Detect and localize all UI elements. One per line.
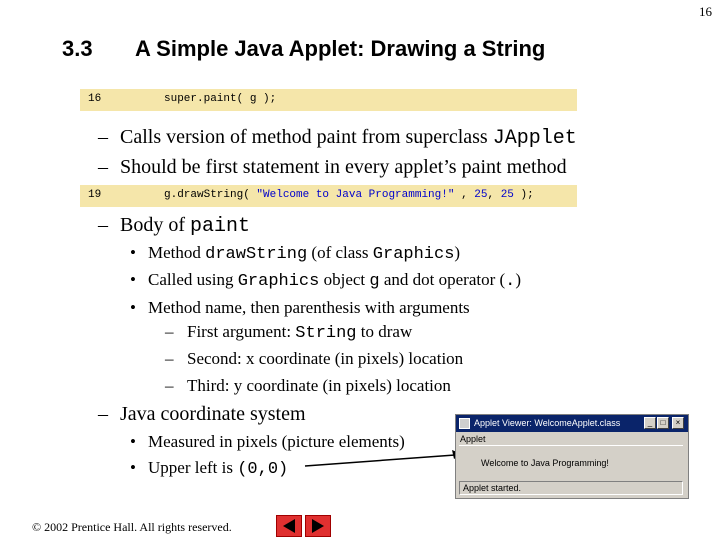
maximize-button[interactable]: □ xyxy=(657,417,669,429)
bullet-body-of-paint: – Body of paint xyxy=(98,214,251,238)
left-arrow-icon xyxy=(277,516,301,536)
applet-title: Applet Viewer: WelcomeApplet.class xyxy=(474,418,621,428)
line-number: 16 xyxy=(88,93,102,105)
bullet-first-statement: – Should be first statement in every applet’s paint method xyxy=(98,156,567,178)
sub-bullet-measured-pixels: • Measured in pixels (picture elements) xyxy=(130,432,405,451)
right-arrow-icon xyxy=(306,516,330,536)
code-text: super.paint( g ); xyxy=(164,93,277,105)
close-button[interactable]: × xyxy=(672,417,684,429)
sub-bullet-drawstring: • Method drawString (of class Graphics) xyxy=(130,243,461,264)
tertiary-second-argument: – Second: x coordinate (in pixels) location xyxy=(165,349,464,368)
line-number: 19 xyxy=(88,189,102,201)
code-text: g.drawString( "Welcome to Java Programming!" , 25, 25 ); xyxy=(164,189,534,201)
applet-message: Welcome to Java Programming! xyxy=(481,458,609,468)
tertiary-first-argument: – First argument: String to draw xyxy=(165,322,413,343)
copyright-footer: © 2002 Prentice Hall. All rights reserved. xyxy=(32,520,232,534)
applet-canvas xyxy=(459,445,683,481)
applet-viewer-window xyxy=(455,414,689,499)
arrow-to-origin xyxy=(300,445,470,475)
sub-bullet-method-name: • Method name, then parenthesis with arguments xyxy=(130,298,470,317)
tertiary-third-argument: – Third: y coordinate (in pixels) location xyxy=(165,376,451,395)
code-line-19 xyxy=(80,185,577,207)
next-slide-button[interactable] xyxy=(305,515,331,537)
applet-title-bar xyxy=(456,415,688,432)
bullet-superclass-call: – Calls version of method paint from superclass JApplet xyxy=(98,126,577,150)
minimize-button[interactable]: _ xyxy=(644,417,656,429)
applet-menu[interactable]: Applet xyxy=(460,434,486,444)
applet-status-bar xyxy=(459,481,683,495)
class-name-code: JApplet xyxy=(492,127,577,150)
page-number: 16 xyxy=(699,4,712,19)
code-line-16 xyxy=(80,89,577,111)
sub-bullet-upper-left: • Upper left is (0,0) xyxy=(130,458,289,479)
applet-status-text: Applet started. xyxy=(463,483,522,493)
section-title: A Simple Java Applet: Drawing a String xyxy=(135,36,546,61)
java-cup-icon xyxy=(459,418,470,429)
bullet-coordinate-system: – Java coordinate system xyxy=(98,403,306,425)
previous-slide-button[interactable] xyxy=(276,515,302,537)
sub-bullet-called-using: • Called using Graphics object g and dot operator (.) xyxy=(130,270,522,291)
section-number: 3.3 xyxy=(62,36,93,61)
